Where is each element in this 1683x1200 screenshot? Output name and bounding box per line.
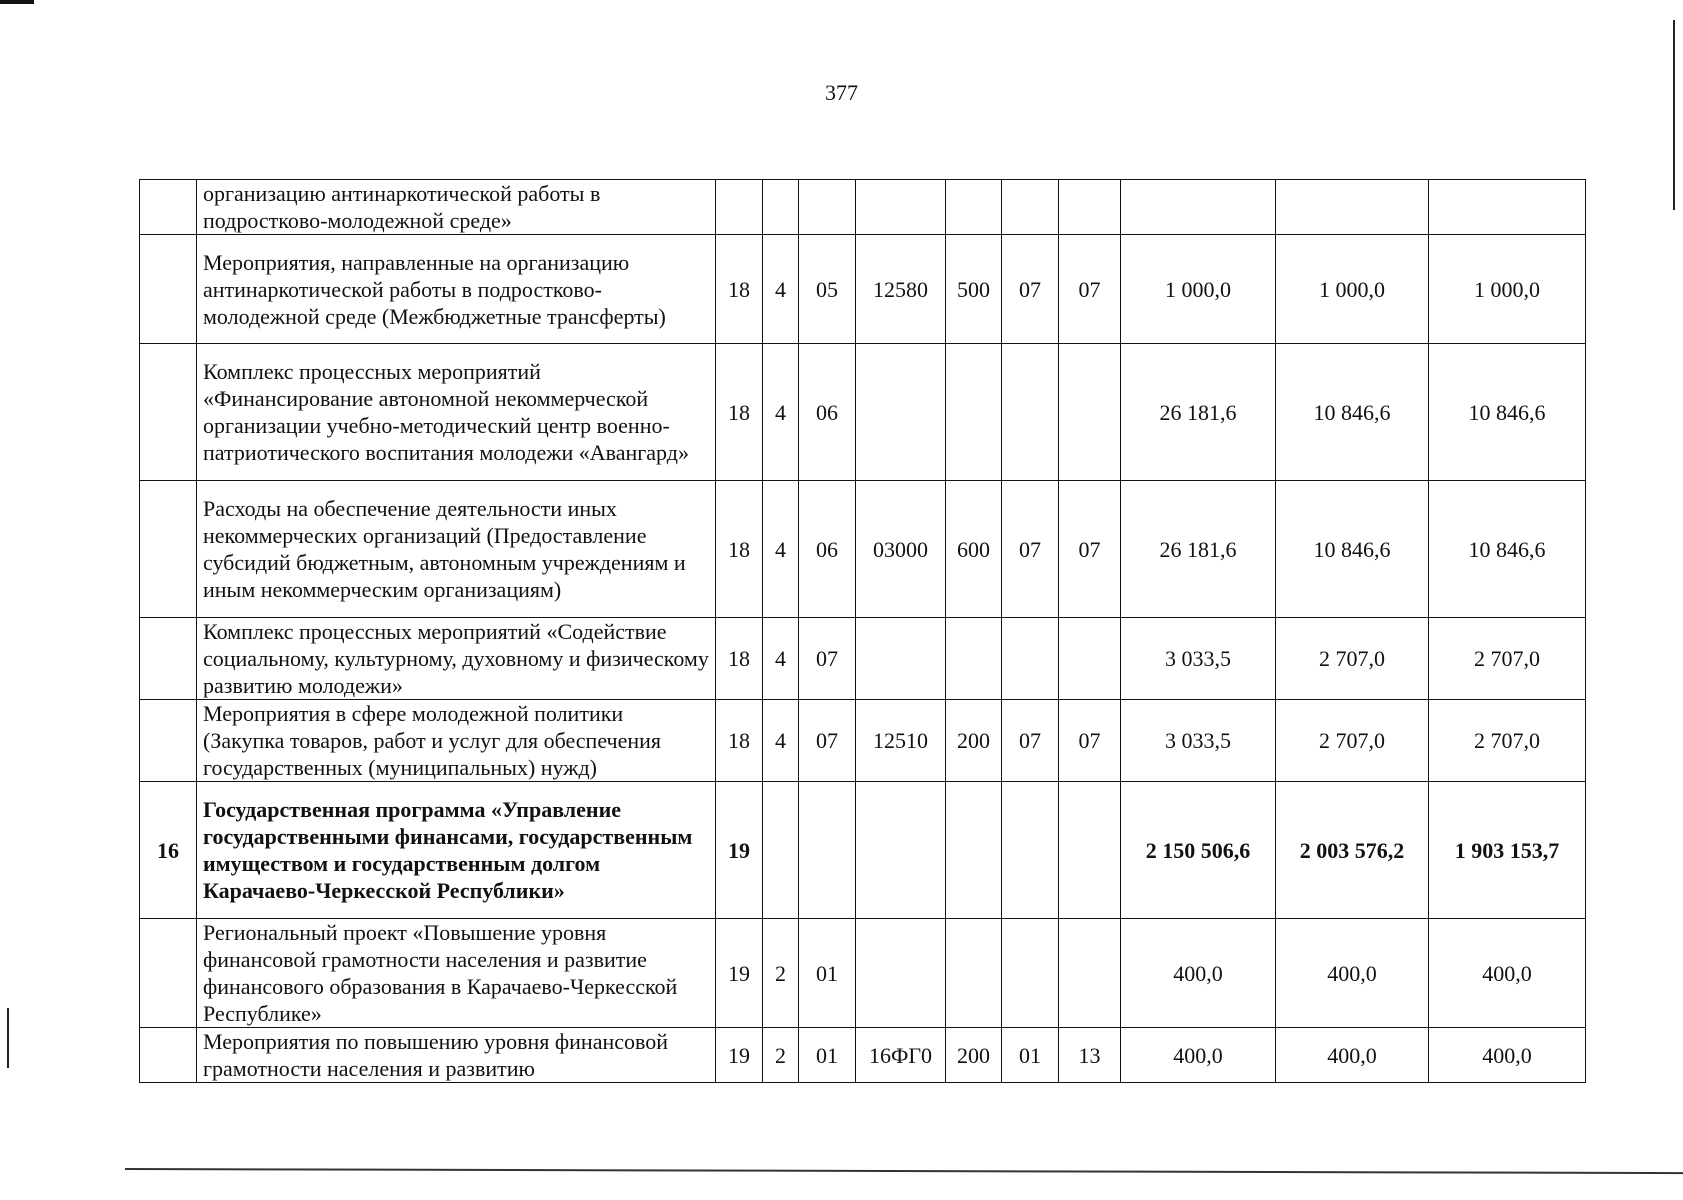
amount-cell: 2 707,0 xyxy=(1276,618,1429,700)
code-cell: 18 xyxy=(716,481,763,618)
code-cell xyxy=(1002,618,1059,700)
code-cell: 07 xyxy=(1059,235,1121,344)
code-cell: 18 xyxy=(716,344,763,481)
table-row xyxy=(140,235,1586,344)
code-cell xyxy=(856,180,946,235)
amount-cell: 1 000,0 xyxy=(1276,235,1429,344)
row-index xyxy=(140,235,197,344)
row-description: Расходы на обеспечение деятельности иных некоммерческих организаций (Предоставление субсидий бюджетным, автономным учреждениям и иным некоммерческим организациям) xyxy=(197,481,716,618)
amount-cell: 26 181,6 xyxy=(1121,344,1276,481)
code-cell: 2 xyxy=(763,1028,799,1083)
code-cell xyxy=(946,618,1002,700)
row-description: Комплекс процессных мероприятий «Финансирование автономной некоммерческой организации учебно-методический центр военно-патриотического воспитания молодежи «Авангард» xyxy=(197,344,716,481)
code-cell: 600 xyxy=(946,481,1002,618)
code-cell xyxy=(856,344,946,481)
code-cell xyxy=(1002,919,1059,1028)
amount-cell xyxy=(1276,180,1429,235)
amount-cell: 10 846,6 xyxy=(1429,344,1586,481)
code-cell: 13 xyxy=(1059,1028,1121,1083)
amount-cell: 3 033,5 xyxy=(1121,700,1276,782)
amount-cell: 1 000,0 xyxy=(1429,235,1586,344)
amount-cell: 3 033,5 xyxy=(1121,618,1276,700)
budget-table xyxy=(139,179,1586,1083)
code-cell: 16ФГ0 xyxy=(856,1028,946,1083)
code-cell xyxy=(1002,344,1059,481)
code-cell: 4 xyxy=(763,618,799,700)
table-row xyxy=(140,180,1586,235)
code-cell xyxy=(1059,919,1121,1028)
amount-cell xyxy=(1121,180,1276,235)
code-cell xyxy=(1059,618,1121,700)
amount-cell: 400,0 xyxy=(1121,1028,1276,1083)
amount-cell: 2 150 506,6 xyxy=(1121,782,1276,919)
amount-cell: 26 181,6 xyxy=(1121,481,1276,618)
code-cell: 500 xyxy=(946,235,1002,344)
code-cell: 03000 xyxy=(856,481,946,618)
row-description: Комплекс процессных мероприятий «Содействие социальному, культурному, духовному и физическому развитию молодежи» xyxy=(197,618,716,700)
code-cell: 4 xyxy=(763,700,799,782)
code-cell: 18 xyxy=(716,618,763,700)
row-description: Мероприятия по повышению уровня финансовой грамотности населения и развитию xyxy=(197,1028,716,1083)
code-cell: 18 xyxy=(716,235,763,344)
code-cell: 4 xyxy=(763,235,799,344)
code-cell: 06 xyxy=(799,481,856,618)
row-description: Мероприятия, направленные на организацию антинаркотической работы в подростково-молодежной среде (Межбюджетные трансферты) xyxy=(197,235,716,344)
code-cell: 07 xyxy=(1002,235,1059,344)
code-cell: 12510 xyxy=(856,700,946,782)
code-cell xyxy=(946,782,1002,919)
code-cell: 12580 xyxy=(856,235,946,344)
row-index xyxy=(140,1028,197,1083)
code-cell: 4 xyxy=(763,344,799,481)
code-cell: 19 xyxy=(716,782,763,919)
code-cell: 07 xyxy=(1059,481,1121,618)
page-number: 377 xyxy=(825,80,858,105)
table-row xyxy=(140,481,1586,618)
row-description: Государственная программа «Управление государственными финансами, государственным имуществом и государственным долгом Карачаево-Черкесской Республики» xyxy=(197,782,716,919)
table-row xyxy=(140,1028,1586,1083)
amount-cell: 2 707,0 xyxy=(1429,700,1586,782)
code-cell: 05 xyxy=(799,235,856,344)
amount-cell: 10 846,6 xyxy=(1429,481,1586,618)
code-cell: 07 xyxy=(1002,481,1059,618)
scan-mark xyxy=(0,0,34,4)
scan-mark xyxy=(1673,20,1675,210)
code-cell xyxy=(946,344,1002,481)
code-cell xyxy=(946,180,1002,235)
row-index xyxy=(140,700,197,782)
code-cell: 06 xyxy=(799,344,856,481)
amount-cell: 2 003 576,2 xyxy=(1276,782,1429,919)
table-row xyxy=(140,618,1586,700)
amount-cell: 400,0 xyxy=(1276,1028,1429,1083)
code-cell: 01 xyxy=(1002,1028,1059,1083)
code-cell xyxy=(1002,180,1059,235)
code-cell xyxy=(856,919,946,1028)
code-cell: 200 xyxy=(946,1028,1002,1083)
code-cell: 07 xyxy=(1002,700,1059,782)
code-cell xyxy=(799,180,856,235)
code-cell: 19 xyxy=(716,919,763,1028)
amount-cell: 1 903 153,7 xyxy=(1429,782,1586,919)
amount-cell xyxy=(1429,180,1586,235)
code-cell xyxy=(1059,180,1121,235)
row-description: организацию антинаркотической работы в подростково-молодежной среде» xyxy=(197,180,716,235)
amount-cell: 2 707,0 xyxy=(1276,700,1429,782)
amount-cell: 400,0 xyxy=(1276,919,1429,1028)
amount-cell: 400,0 xyxy=(1121,919,1276,1028)
code-cell xyxy=(1002,782,1059,919)
table-row xyxy=(140,700,1586,782)
code-cell xyxy=(716,180,763,235)
code-cell: 01 xyxy=(799,1028,856,1083)
code-cell xyxy=(856,782,946,919)
code-cell: 2 xyxy=(763,919,799,1028)
amount-cell: 2 707,0 xyxy=(1429,618,1586,700)
code-cell xyxy=(1059,344,1121,481)
code-cell: 200 xyxy=(946,700,1002,782)
row-description: Мероприятия в сфере молодежной политики (Закупка товаров, работ и услуг для обеспечения государственных (муниципальных) нужд) xyxy=(197,700,716,782)
table-row xyxy=(140,782,1586,919)
code-cell xyxy=(946,919,1002,1028)
code-cell: 18 xyxy=(716,700,763,782)
amount-cell: 1 000,0 xyxy=(1121,235,1276,344)
code-cell: 07 xyxy=(799,618,856,700)
code-cell xyxy=(1059,782,1121,919)
row-index xyxy=(140,344,197,481)
row-index xyxy=(140,180,197,235)
amount-cell: 400,0 xyxy=(1429,919,1586,1028)
code-cell xyxy=(763,180,799,235)
code-cell xyxy=(856,618,946,700)
amount-cell: 10 846,6 xyxy=(1276,344,1429,481)
code-cell xyxy=(799,782,856,919)
row-description: Региональный проект «Повышение уровня финансовой грамотности населения и развитие финансового образования в Карачаево-Черкесской Республике» xyxy=(197,919,716,1028)
amount-cell: 400,0 xyxy=(1429,1028,1586,1083)
code-cell: 07 xyxy=(1059,700,1121,782)
row-index xyxy=(140,919,197,1028)
row-index: 16 xyxy=(140,782,197,919)
row-index xyxy=(140,481,197,618)
code-cell: 4 xyxy=(763,481,799,618)
bottom-rule xyxy=(125,1168,1683,1174)
table-row xyxy=(140,344,1586,481)
code-cell: 07 xyxy=(799,700,856,782)
code-cell: 19 xyxy=(716,1028,763,1083)
code-cell xyxy=(763,782,799,919)
row-index xyxy=(140,618,197,700)
scan-mark xyxy=(7,1008,9,1068)
amount-cell: 10 846,6 xyxy=(1276,481,1429,618)
code-cell: 01 xyxy=(799,919,856,1028)
table-row xyxy=(140,919,1586,1028)
